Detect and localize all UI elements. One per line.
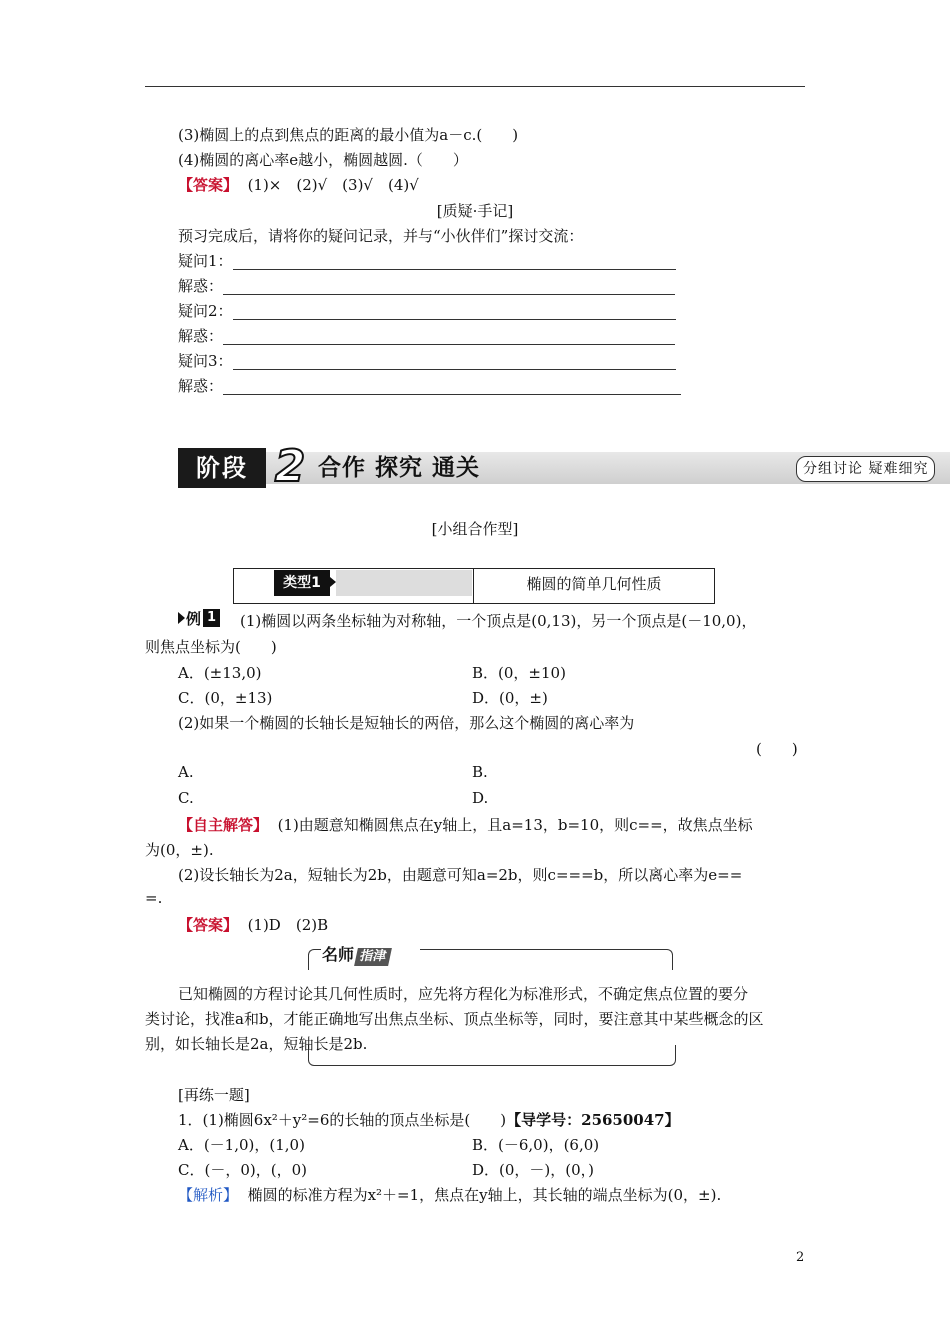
teacher-line1: 已知椭圆的方程讨论其几何性质时，应先将方程化为标准形式，不确定焦点位置的要分 (178, 985, 749, 1003)
group-heading: [小组合作型] (431, 520, 519, 538)
note-row-answer-2: 解惑： (178, 325, 675, 346)
q2-option-c: C. (178, 789, 194, 807)
solution-line3: (2)设长轴长为2a，短轴长为2b，由题意可知a=2b，则c===b，所以离心率为e== (178, 866, 743, 884)
stage-label: 阶段 (178, 448, 266, 488)
example-q1-line2: 则焦点坐标为( ) (145, 638, 277, 656)
practice-heading: [再练一题] (178, 1086, 250, 1104)
stage-banner (178, 441, 950, 492)
teacher-line2: 类讨论，找准a和b，才能正确地写出焦点坐标、顶点坐标等，同时，要注意其中某些概念的区 (145, 1010, 764, 1028)
practice-question: 1．(1)椭圆6x²＋y²=6的长轴的顶点坐标是( )【导学号：25650047】 (178, 1111, 680, 1129)
teacher-tip-header: 名师 指津 (322, 943, 390, 967)
option-c: C．(0，±13) (178, 689, 273, 707)
option-d: D．(0，±) (472, 689, 548, 707)
option-a: A．(±13,0) (178, 664, 262, 682)
practice-option-d: D．(0，－)，(0，) (472, 1161, 595, 1179)
notes-heading: [质疑·手记] (436, 202, 514, 220)
stage-title: 合作 探究 通关 (318, 455, 481, 481)
note-row-answer-1: 解惑： (178, 275, 675, 296)
option-b: B．(0，±10) (472, 664, 566, 682)
example-q2-paren: ( ) (756, 740, 798, 758)
answer-text: (1)× (2)√ (3)√ (4)√ (247, 176, 419, 194)
notes-intro: 预习完成后，请将你的疑问记录，并与“小伙伴们”探讨交流： (178, 227, 584, 245)
analysis-line: 【解析】 椭圆的标准方程为x²＋=1，焦点在y轴上，其长轴的端点坐标为(0，±). (178, 1186, 722, 1204)
question-line-3: (3)椭圆上的点到焦点的距离的最小值为a－c.( ) (178, 126, 519, 144)
q2-option-b: B. (472, 763, 488, 781)
q2-option-d: D. (472, 789, 489, 807)
answer-tag: 【答案】 (178, 176, 239, 194)
example-q2-line1: (2)如果一个椭圆的长轴长是短轴长的两倍，那么这个椭圆的离心率为 (178, 714, 635, 732)
solution-line2: 为(0，±). (145, 841, 214, 859)
stage-tag: 分组讨论 疑难细究 (796, 456, 935, 482)
q2-option-a: A. (178, 763, 194, 781)
header-rule (145, 86, 805, 87)
example-arrow-icon (178, 612, 185, 624)
note-row-question-3: 疑问3： (178, 350, 676, 371)
note-row-question-2: 疑问2： (178, 300, 676, 321)
teacher-line3: 别，如长轴长是2a，短轴长是2b. (145, 1035, 368, 1053)
answer-block-1 (178, 174, 419, 195)
stage-number: 2 (274, 441, 306, 492)
page-number: 2 (796, 1250, 805, 1265)
analysis-tag: 【解析】 (178, 1186, 239, 1204)
practice-option-a: A．(－1,0)，(1,0) (178, 1136, 305, 1154)
type-box (233, 568, 715, 604)
solution-line4: =. (145, 889, 163, 907)
guide-number: 【导学号：25650047】 (506, 1111, 680, 1129)
solution-tag: 【自主解答】 (178, 816, 269, 834)
example-tag: 例 1 (178, 607, 220, 629)
answer-block-2: 【答案】 (1)D (2)B (178, 916, 329, 934)
question-line-4: (4)椭圆的离心率e越小，椭圆越圆.（ ） (178, 151, 468, 169)
example-q1-line1: (1)椭圆以两条坐标轴为对称轴，一个顶点是(0,13)，另一个顶点是(－10,0)， (240, 612, 757, 630)
type-title: 椭圆的简单几何性质 (526, 575, 662, 593)
type-label: 类型1 (274, 570, 330, 596)
solution-line1: 【自主解答】 (1)由题意知椭圆焦点在y轴上，且a=13，b=10，则c==，故焦点坐标 (178, 816, 753, 834)
note-row-question-1: 疑问1： (178, 250, 676, 271)
practice-option-c: C．(－，0)，(，0) (178, 1161, 307, 1179)
note-row-answer-3: 解惑： (178, 375, 681, 396)
practice-option-b: B．(－6,0)，(6,0) (472, 1136, 600, 1154)
